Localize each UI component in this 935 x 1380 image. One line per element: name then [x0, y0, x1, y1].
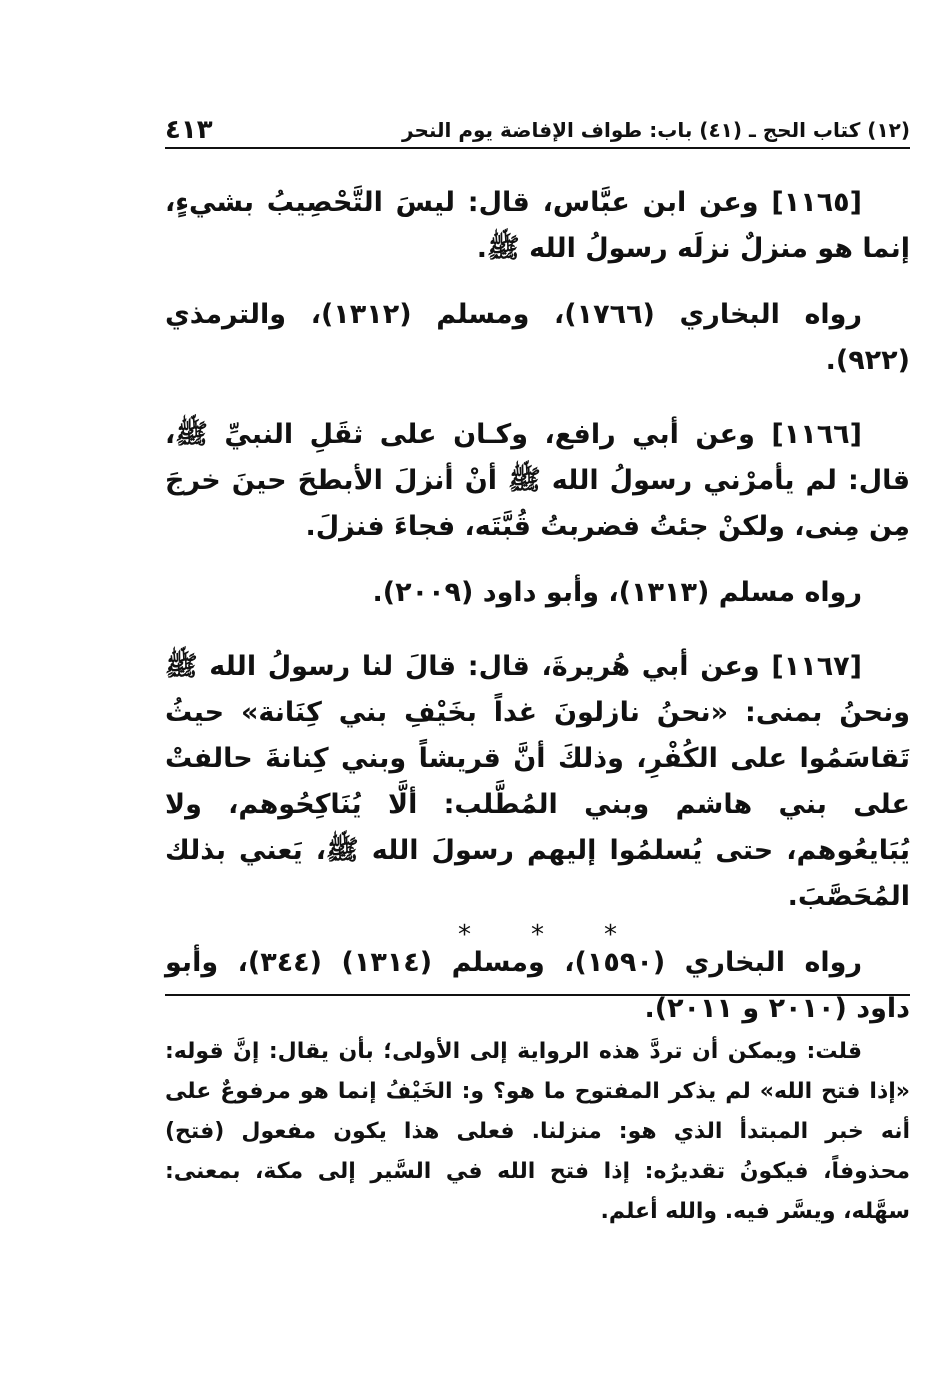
hadith-1166-source: رواه مسلم (١٣١٣)، وأبو داود (٢٠٠٩).: [372, 577, 862, 608]
section-separator: [165, 920, 910, 960]
footnote: قلت: ويمكن أن تردَّ هذه الرواية إلى الأولى؛ بأن يقال: إنَّ قوله: «إذا فتح الله» لم يذكر المفتوح ما هو؟ و: الخَيْفُ إنما هو مرفوعٌ على أنه خبر المبتدأ الذي هو: منزلنا. فعلى هذا يكون مفعول (فتح) محذوفاً، فيكونُ تقديرُه: إذا فتح الله في السَّير إلى مكة، بمعنى: سهَّله، ويسَّر فيه. والله أعلم.: [165, 1039, 910, 1224]
hadith-1167-source: رواه البخاري (١٥٩٠)، ومسلم (١٣١٤) (٣٤٤)، وأبو داود (٢٠١٠ و ٢٠١١).: [165, 947, 910, 1024]
hadith-1165: [١١٦٥] وعن ابن عبَّاس، قال: ليسَ التَّحْصِيبُ بشيءٍ، إنما هو منزلٌ نزلَه رسولُ الله ﷺ.: [165, 187, 910, 264]
star-ornament: *: [531, 920, 544, 950]
page-number: ٤١٣: [165, 115, 213, 145]
header-divider: [165, 147, 910, 149]
hadith-1167: [١١٦٧] وعن أبي هُريرةَ، قال: قالَ لنا رسولُ الله ﷺ ونحنُ بمنى: «نحنُ نازلونَ غداً بخَيْفِ بني كِنَانة» حيثُ تَقاسَمُوا على الكُفْرِ، وذلكَ أنَّ قريشاً وبني كِنانةَ حالفتْ على بني هاشم وبني المُطَّلب: ألَّا يُنَاكِحُوهم، ولا يُبَايعُوهم، حتى يُسلمُوا إليهم رسولَ الله ﷺ، يَعني بذلك المُحَصَّبَ.: [165, 651, 910, 912]
hadith-1165-source: رواه البخاري (١٧٦٦)، ومسلم (١٣١٢)، والترمذي (٩٢٢).: [165, 299, 910, 376]
star-ornament: *: [604, 920, 617, 950]
footnote-divider: [165, 994, 910, 996]
hadith-1166: [١١٦٦] وعن أبي رافع، وكـان على ثقَلِ النبيِّ ﷺ، قال: لم يأمرْني رسولُ الله ﷺ أنْ أنزلَ الأبطحَ حينَ خرجَ مِن مِنى، ولكنْ جئتُ فضربتُ قُبَّتَه، فجاءَ فنزلَ.: [165, 419, 910, 542]
running-header: [165, 112, 910, 148]
star-ornament: *: [458, 920, 471, 950]
chapter-title: (١٢) كتاب الحج ـ (٤١) باب: طواف الإفاضة يوم النحر: [402, 118, 910, 142]
